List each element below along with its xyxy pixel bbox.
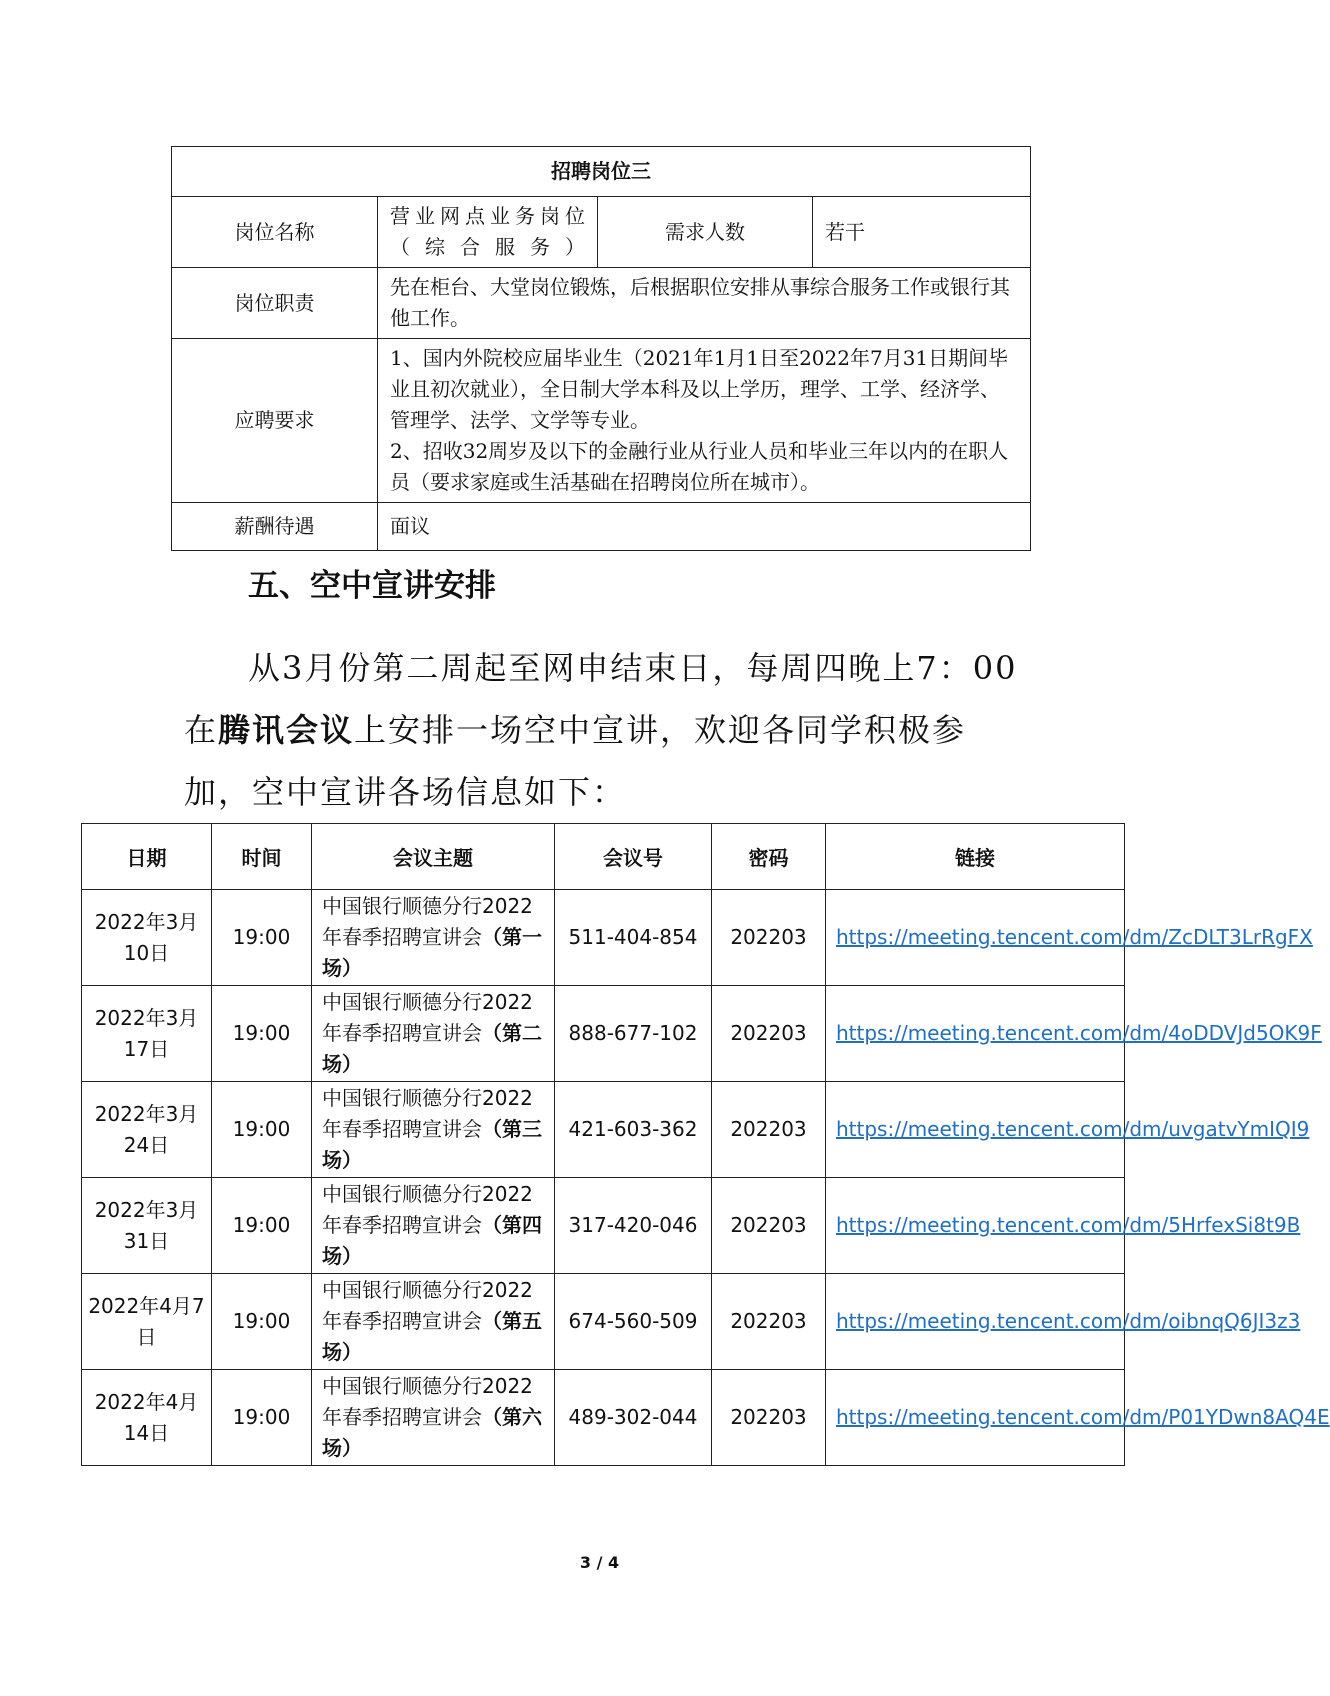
meeting-session: （第四场） xyxy=(322,1213,542,1268)
meeting-id: 674-560-509 xyxy=(555,1274,712,1370)
job-duty-label: 岗位职责 xyxy=(172,268,378,339)
meeting-topic xyxy=(312,890,555,986)
page-number: 3 / 4 xyxy=(579,1553,620,1572)
meeting-date: 2022年3月10日 xyxy=(82,890,212,986)
meeting-link[interactable]: https://meeting.tencent.com/dm/uvgatvYmIQI9 xyxy=(836,1117,1310,1141)
meeting-header-row xyxy=(82,824,1125,890)
header-link: 链接 xyxy=(826,824,1125,890)
meeting-topic-text: 中国银行顺德分行2022年春季招聘宣讲会 xyxy=(322,990,533,1045)
header-date: 日期 xyxy=(82,824,212,890)
table-row xyxy=(82,1178,1125,1274)
meeting-time: 19:00 xyxy=(212,890,312,986)
job-name-label: 岗位名称 xyxy=(172,197,378,268)
job-req-row xyxy=(172,339,1031,503)
table-row xyxy=(82,890,1125,986)
job-salary-value: 面议 xyxy=(378,503,1031,551)
meeting-id: 489-302-044 xyxy=(555,1370,712,1466)
intro-paragraph xyxy=(184,637,1024,823)
table-row xyxy=(82,1274,1125,1370)
job-title: 招聘岗位三 xyxy=(172,147,1031,197)
meeting-topic xyxy=(312,1178,555,1274)
job-req-label: 应聘要求 xyxy=(172,339,378,503)
job-name-row xyxy=(172,197,1031,268)
meeting-link-cell xyxy=(826,1274,1301,1370)
job-count-value: 若干 xyxy=(813,197,1031,268)
job-req-item-2: 2、招收32周岁及以下的金融行业从行业人员和毕业三年以内的在职人员（要求家庭或生活基础在招聘岗位所在城市）。 xyxy=(390,439,1009,494)
meeting-time: 19:00 xyxy=(212,986,312,1082)
meeting-password: 202203 xyxy=(712,1370,826,1466)
meeting-topic xyxy=(312,1370,555,1466)
section-heading: 五、空中宣讲安排 xyxy=(248,568,496,604)
meeting-link-cell xyxy=(826,1178,1301,1274)
meeting-topic-text: 中国银行顺德分行2022年春季招聘宣讲会 xyxy=(322,1278,533,1333)
meeting-session: （第六场） xyxy=(322,1405,542,1460)
meeting-time: 19:00 xyxy=(212,1178,312,1274)
meeting-link[interactable]: https://meeting.tencent.com/dm/4oDDVJd5OK9F xyxy=(836,1021,1322,1045)
job-req-item-1: 1、国内外院校应届毕业生（2021年1月1日至2022年7月31日期间毕业且初次就业），全日制大学本科及以上学历，理学、工学、经济学、管理学、法学、文学等专业。 xyxy=(390,346,1009,432)
meeting-link-cell xyxy=(826,1082,1310,1178)
meeting-password: 202203 xyxy=(712,1082,826,1178)
job-table xyxy=(171,146,1031,551)
meeting-topic-text: 中国银行顺德分行2022年春季招聘宣讲会 xyxy=(322,1182,533,1237)
table-row xyxy=(82,1370,1125,1466)
intro-highlight: 腾讯会议 xyxy=(218,711,355,749)
meeting-date: 2022年4月7日 xyxy=(82,1274,212,1370)
job-salary-row xyxy=(172,503,1031,551)
meeting-password: 202203 xyxy=(712,890,826,986)
job-duty-row xyxy=(172,268,1031,339)
header-time: 时间 xyxy=(212,824,312,890)
meeting-password: 202203 xyxy=(712,1178,826,1274)
job-name-value: 营业网点业务岗位（综合服务） xyxy=(378,197,598,268)
header-topic: 会议主题 xyxy=(312,824,555,890)
meeting-date: 2022年3月31日 xyxy=(82,1178,212,1274)
header-password: 密码 xyxy=(712,824,826,890)
meeting-link[interactable]: https://meeting.tencent.com/dm/5HrfexSi8t9B xyxy=(836,1213,1301,1237)
job-req-value xyxy=(378,339,1031,503)
meeting-time: 19:00 xyxy=(212,1370,312,1466)
meeting-session: （第二场） xyxy=(322,1021,542,1076)
meeting-link-cell xyxy=(826,890,1313,986)
table-row xyxy=(82,1082,1125,1178)
meeting-session: （第三场） xyxy=(322,1117,542,1172)
meeting-id: 888-677-102 xyxy=(555,986,712,1082)
meeting-date: 2022年4月14日 xyxy=(82,1370,212,1466)
intro-text-start: 从3月份第二周起至网申结束日，每周四晚上7：00在 xyxy=(184,649,1018,749)
meeting-time: 19:00 xyxy=(212,1274,312,1370)
meeting-id: 421-603-362 xyxy=(555,1082,712,1178)
meeting-session: （第五场） xyxy=(322,1309,542,1364)
meeting-topic xyxy=(312,1274,555,1370)
meeting-topic-text: 中国银行顺德分行2022年春季招聘宣讲会 xyxy=(322,1374,533,1429)
meeting-topic-text: 中国银行顺德分行2022年春季招聘宣讲会 xyxy=(322,894,533,949)
meeting-password: 202203 xyxy=(712,1274,826,1370)
meeting-id: 511-404-854 xyxy=(555,890,712,986)
header-meeting-id: 会议号 xyxy=(555,824,712,890)
meeting-link[interactable]: https://meeting.tencent.com/dm/oibnqQ6JI3z3 xyxy=(836,1309,1301,1333)
meeting-topic-text: 中国银行顺德分行2022年春季招聘宣讲会 xyxy=(322,1086,533,1141)
table-row xyxy=(82,986,1125,1082)
job-salary-label: 薪酬待遇 xyxy=(172,503,378,551)
meeting-password: 202203 xyxy=(712,986,826,1082)
meeting-session: （第一场） xyxy=(322,925,542,980)
meeting-id: 317-420-046 xyxy=(555,1178,712,1274)
job-title-row xyxy=(172,147,1031,197)
job-duty-value: 先在柜台、大堂岗位锻炼，后根据职位安排从事综合服务工作或银行其他工作。 xyxy=(378,268,1031,339)
meeting-link-cell xyxy=(826,1370,1330,1466)
meeting-link[interactable]: https://meeting.tencent.com/dm/P01YDwn8AQ4E xyxy=(836,1405,1330,1429)
job-count-label: 需求人数 xyxy=(598,197,813,268)
meeting-link-cell xyxy=(826,986,1322,1082)
meeting-topic xyxy=(312,1082,555,1178)
meeting-date: 2022年3月17日 xyxy=(82,986,212,1082)
meeting-link[interactable]: https://meeting.tencent.com/dm/ZcDLT3LrRgFX xyxy=(836,925,1313,949)
intro-text-end: 上安排一场空中宣讲，欢迎各同学积极参加，空中宣讲各场信息如下： xyxy=(184,711,967,811)
meeting-time: 19:00 xyxy=(212,1082,312,1178)
meeting-date: 2022年3月24日 xyxy=(82,1082,212,1178)
meeting-table xyxy=(81,823,1330,1466)
meeting-topic xyxy=(312,986,555,1082)
